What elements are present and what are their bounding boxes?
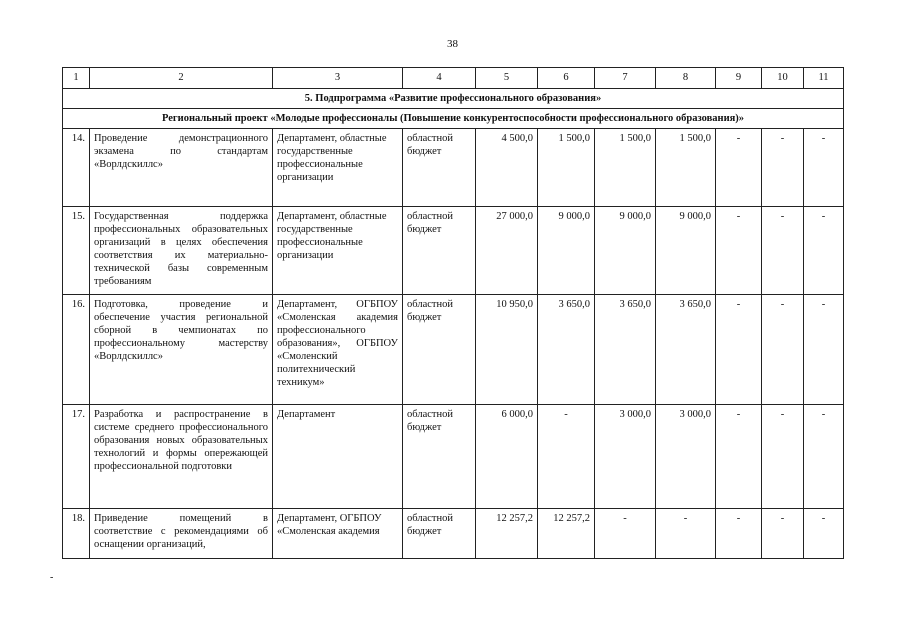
program-table — [62, 67, 844, 559]
table-row — [63, 295, 844, 405]
header-cell: 10 — [762, 68, 804, 89]
row-value: - — [804, 405, 844, 509]
project-title: Региональный проект «Молодые профессионалы (Повышение конкурентоспособности профессионального образования)» — [63, 109, 844, 129]
row-value: - — [716, 509, 762, 559]
row-executor: Департамент, ОГБПОУ «Смоленская академия профессионального образования», ОГБПОУ «Смоленский политехнический техникум» — [273, 295, 403, 405]
header-cell: 2 — [90, 68, 273, 89]
row-value: - — [716, 405, 762, 509]
row-number: 18. — [63, 509, 90, 559]
header-cell: 5 — [476, 68, 538, 89]
row-value: - — [716, 207, 762, 295]
table-row — [63, 129, 844, 207]
header-cell: 9 — [716, 68, 762, 89]
header-cell: 1 — [63, 68, 90, 89]
header-cell: 7 — [595, 68, 656, 89]
row-source: областной бюджет — [403, 207, 476, 295]
row-source: областной бюджет — [403, 509, 476, 559]
row-description: Подготовка, проведение и обеспечение участия региональной сборной в чемпионатах по профессиональному мастерству «Ворлдскиллс» — [90, 295, 273, 405]
row-value: 10 950,0 — [476, 295, 538, 405]
row-value: - — [538, 405, 595, 509]
stray-mark: - — [50, 572, 54, 583]
header-row — [63, 68, 844, 89]
row-source: областной бюджет — [403, 405, 476, 509]
row-value: - — [716, 295, 762, 405]
table-row — [63, 509, 844, 559]
header-cell: 3 — [273, 68, 403, 89]
row-value: 12 257,2 — [476, 509, 538, 559]
row-value: - — [804, 207, 844, 295]
row-value: - — [656, 509, 716, 559]
row-value: - — [804, 509, 844, 559]
row-executor: Департамент, ОГБПОУ «Смоленская академия — [273, 509, 403, 559]
row-value: 1 500,0 — [595, 129, 656, 207]
table-row — [63, 207, 844, 295]
row-value: - — [762, 129, 804, 207]
section-row — [63, 89, 844, 109]
row-value: - — [762, 295, 804, 405]
row-source: областной бюджет — [403, 295, 476, 405]
row-description: Проведение демонстрационного экзамена по стандартам «Ворлдскиллс» — [90, 129, 273, 207]
header-cell: 11 — [804, 68, 844, 89]
row-number: 16. — [63, 295, 90, 405]
row-value: 12 257,2 — [538, 509, 595, 559]
table-row — [63, 405, 844, 509]
row-value: 3 650,0 — [538, 295, 595, 405]
page-number: 38 — [447, 38, 458, 50]
row-value: 1 500,0 — [656, 129, 716, 207]
section-title: 5. Подпрограмма «Развитие профессионального образования» — [63, 89, 844, 109]
row-value: - — [804, 295, 844, 405]
row-value: - — [716, 129, 762, 207]
row-value: 3 650,0 — [656, 295, 716, 405]
row-value: 3 650,0 — [595, 295, 656, 405]
row-value: 1 500,0 — [538, 129, 595, 207]
header-cell: 4 — [403, 68, 476, 89]
row-source: областной бюджет — [403, 129, 476, 207]
row-value: 9 000,0 — [538, 207, 595, 295]
row-value: - — [804, 129, 844, 207]
header-cell: 8 — [656, 68, 716, 89]
row-value: 3 000,0 — [656, 405, 716, 509]
row-value: 4 500,0 — [476, 129, 538, 207]
row-number: 14. — [63, 129, 90, 207]
row-executor: Департамент — [273, 405, 403, 509]
row-value: - — [762, 207, 804, 295]
row-value: 9 000,0 — [595, 207, 656, 295]
row-value: 9 000,0 — [656, 207, 716, 295]
row-executor: Департамент, областные государственные профессиональные организации — [273, 207, 403, 295]
row-number: 17. — [63, 405, 90, 509]
row-description: Государственная поддержка профессиональных образовательных организаций в целях обеспечения соответствия их материально- технической базы современным требованиям — [90, 207, 273, 295]
row-number: 15. — [63, 207, 90, 295]
project-row — [63, 109, 844, 129]
row-value: 3 000,0 — [595, 405, 656, 509]
row-executor: Департамент, областные государственные профессиональные организации — [273, 129, 403, 207]
row-value: 6 000,0 — [476, 405, 538, 509]
row-description: Разработка и распространение в системе среднего профессионального образования новых образовательных технологий и формы опережающей профессиональной подготовки — [90, 405, 273, 509]
row-value: - — [762, 405, 804, 509]
row-value: - — [595, 509, 656, 559]
row-value: - — [762, 509, 804, 559]
header-cell: 6 — [538, 68, 595, 89]
row-description: Приведение помещений в соответствие с рекомендациями об оснащении организаций, — [90, 509, 273, 559]
row-value: 27 000,0 — [476, 207, 538, 295]
